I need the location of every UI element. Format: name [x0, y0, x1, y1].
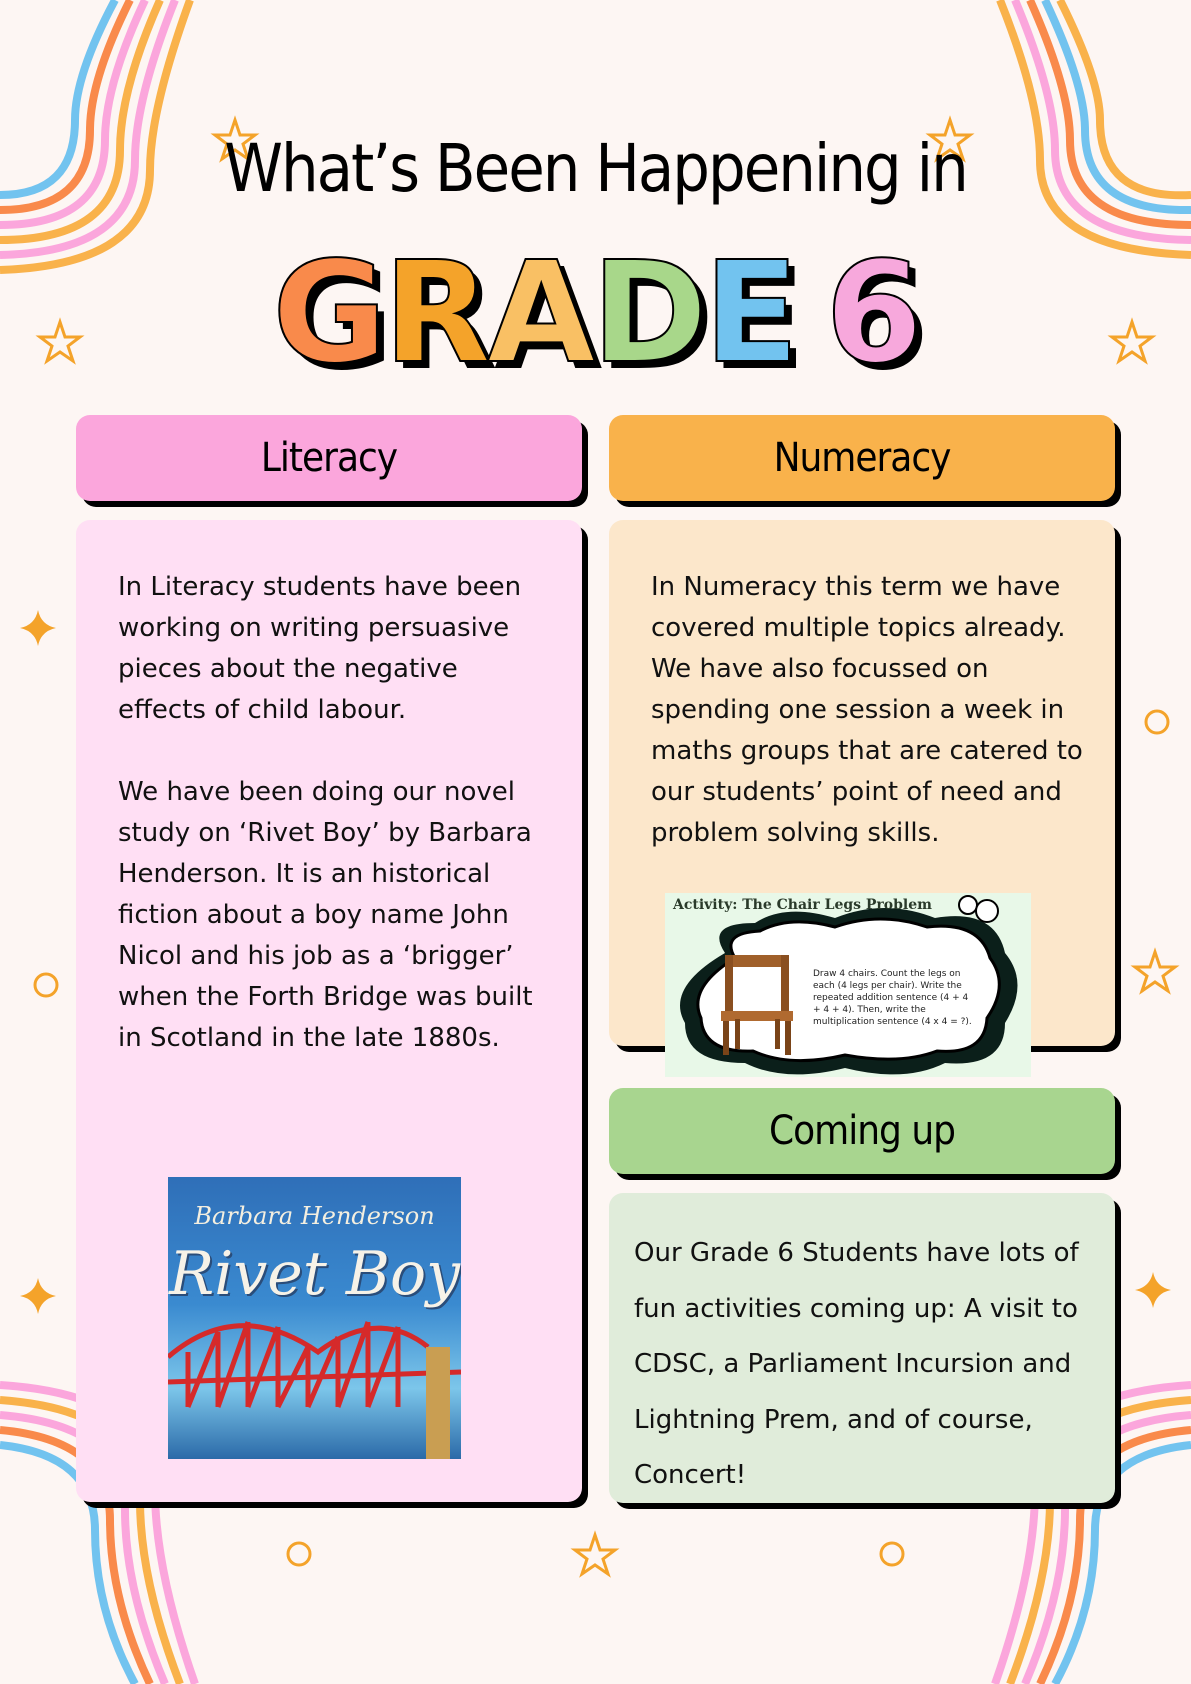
grade-letter: 6 [825, 232, 919, 395]
sparkle-icon [20, 1278, 56, 1314]
literacy-heading: Literacy [260, 435, 398, 481]
grade-letter: D [591, 232, 704, 395]
literacy-paragraph-2: We have been doing our novel study on ‘Rivet Boy’ by Barbara Henderson. It is an historical fiction about a boy name John Nicol and his job as a ‘brigger’ when the Forth Bridge was built in Scotland in the late 1880s. [118, 777, 533, 1053]
grade-heading [0, 232, 1191, 395]
grade-letter: E [703, 232, 796, 395]
book-author: Barbara Henderson [194, 1202, 435, 1230]
sparkle-icon [20, 610, 56, 646]
activity-text: Draw 4 chairs. Count the legs on each (4 legs per chair). Write the repeated addition sentence (4 + 4 + 4 + 4). Then, write the multiplication sentence (4 x 4 = ?). [813, 969, 972, 1027]
grade-letter: G [272, 232, 384, 395]
star-icon [1135, 952, 1175, 991]
star-icon [575, 1535, 615, 1574]
literacy-heading-box [76, 415, 582, 501]
grade-letter [795, 232, 825, 395]
chair-legs-activity-image [665, 893, 1031, 1077]
numeracy-heading: Numeracy [773, 435, 951, 481]
literacy-body-box [76, 520, 582, 1502]
grade-letter: A [487, 232, 592, 395]
page-title: What’s Been Happening in [224, 130, 967, 207]
literacy-paragraph-1: In Literacy students have been working on writing persuasive pieces about the negative effects of child labour. [118, 572, 522, 725]
numeracy-heading-box [609, 415, 1115, 501]
coming-up-paragraph: Our Grade 6 Students have lots of fun activities coming up: A visit to CDSC, a Parliament Incursion and Lightning Prem, and of course, Concert! [634, 1238, 1079, 1490]
coming-up-body-box [609, 1193, 1115, 1503]
activity-title: Activity: The Chair Legs Problem [673, 897, 932, 913]
coming-up-heading-box [609, 1088, 1115, 1174]
rivet-boy-book-cover [168, 1177, 461, 1459]
sparkle-icon [1135, 1272, 1171, 1308]
book-title: Rivet Boy [168, 1239, 461, 1309]
coming-up-heading: Coming up [769, 1108, 955, 1154]
numeracy-paragraph: In Numeracy this term we have covered multiple topics already. We have also focussed on spending one session a week in maths groups that are catered to our students’ point of need and problem solving skills. [651, 572, 1083, 848]
grade-letter: R [383, 232, 488, 395]
